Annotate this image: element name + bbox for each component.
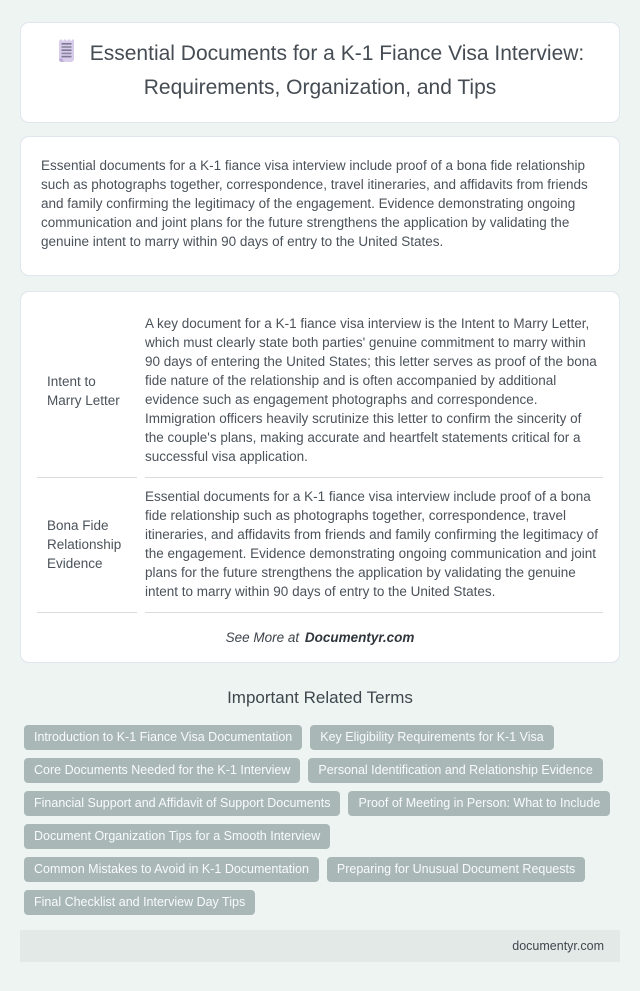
- related-term-tag[interactable]: Document Organization Tips for a Smooth Interview: [24, 824, 330, 849]
- see-more-prefix: See More at: [225, 630, 300, 645]
- page-title-text: Essential Documents for a K-1 Fiance Visa Interview: Requirements, Organization, and Tips: [89, 42, 585, 99]
- details-card: [20, 291, 620, 663]
- related-term-tag[interactable]: Preparing for Unusual Document Requests: [327, 857, 585, 882]
- related-terms-heading: Important Related Terms: [227, 688, 413, 707]
- table-row: [37, 478, 603, 613]
- related-term-tag[interactable]: Personal Identification and Relationship Evidence: [308, 758, 602, 783]
- row-label: Bona Fide Relationship Evidence: [37, 478, 137, 613]
- related-term-tag[interactable]: Financial Support and Affidavit of Support Documents: [24, 791, 340, 816]
- related-term-tag[interactable]: Core Documents Needed for the K-1 Interview: [24, 758, 300, 783]
- footer-bar: [20, 930, 620, 962]
- table-row: [37, 305, 603, 478]
- related-terms-list: [20, 725, 620, 915]
- related-term-tag[interactable]: Proof of Meeting in Person: What to Include: [348, 791, 610, 816]
- details-table: [29, 305, 611, 613]
- row-text: A key document for a K-1 fiance visa interview is the Intent to Marry Letter, which must clearly state both parties' genuine commitment to marry within 90 days of entering the United States; this letter serves as proof of the bona fide nature of the relationship and is often accompanied by additional evidence such as engagement photographs and correspondence. Immigration officers heavily scrutinize this letter to confirm the sincerity of the couple's plans, making accurate and heartfelt statements critical for a successful visa application.: [145, 305, 603, 478]
- header-card: [20, 22, 620, 123]
- summary-text: Essential documents for a K-1 fiance visa interview include proof of a bona fide relationship such as photographs together, correspondence, travel itineraries, and affidavits from friends and family confirming the legitimacy of the engagement. Evidence demonstrating ongoing communication and joint plans for the future strengthens the application by validating the genuine intent to marry within 90 days of entry to the United States.: [41, 158, 588, 249]
- see-more-brand-link[interactable]: Documentyr.com: [304, 630, 415, 645]
- summary-card: [20, 136, 620, 276]
- related-term-tag[interactable]: Final Checklist and Interview Day Tips: [24, 890, 255, 915]
- related-term-tag[interactable]: Key Eligibility Requirements for K-1 Visa: [310, 725, 553, 750]
- page-title: [43, 38, 597, 103]
- see-more-line: [37, 630, 603, 645]
- related-term-tag[interactable]: Introduction to K-1 Fiance Visa Documentation: [24, 725, 302, 750]
- row-label: Intent to Marry Letter: [37, 305, 137, 478]
- related-term-tag[interactable]: Common Mistakes to Avoid in K-1 Documentation: [24, 857, 319, 882]
- footer-domain-link[interactable]: documentyr.com: [512, 939, 604, 953]
- receipt-icon: [56, 38, 77, 73]
- row-text: Essential documents for a K-1 fiance visa interview include proof of a bona fide relationship such as photographs together, correspondence, travel itineraries, and affidavits from friends and family confirming the legitimacy of the engagement. Evidence demonstrating ongoing communication and joint plans for the future strengthens the application by validating the genuine intent to marry within 90 days of entry to the United States.: [145, 478, 603, 613]
